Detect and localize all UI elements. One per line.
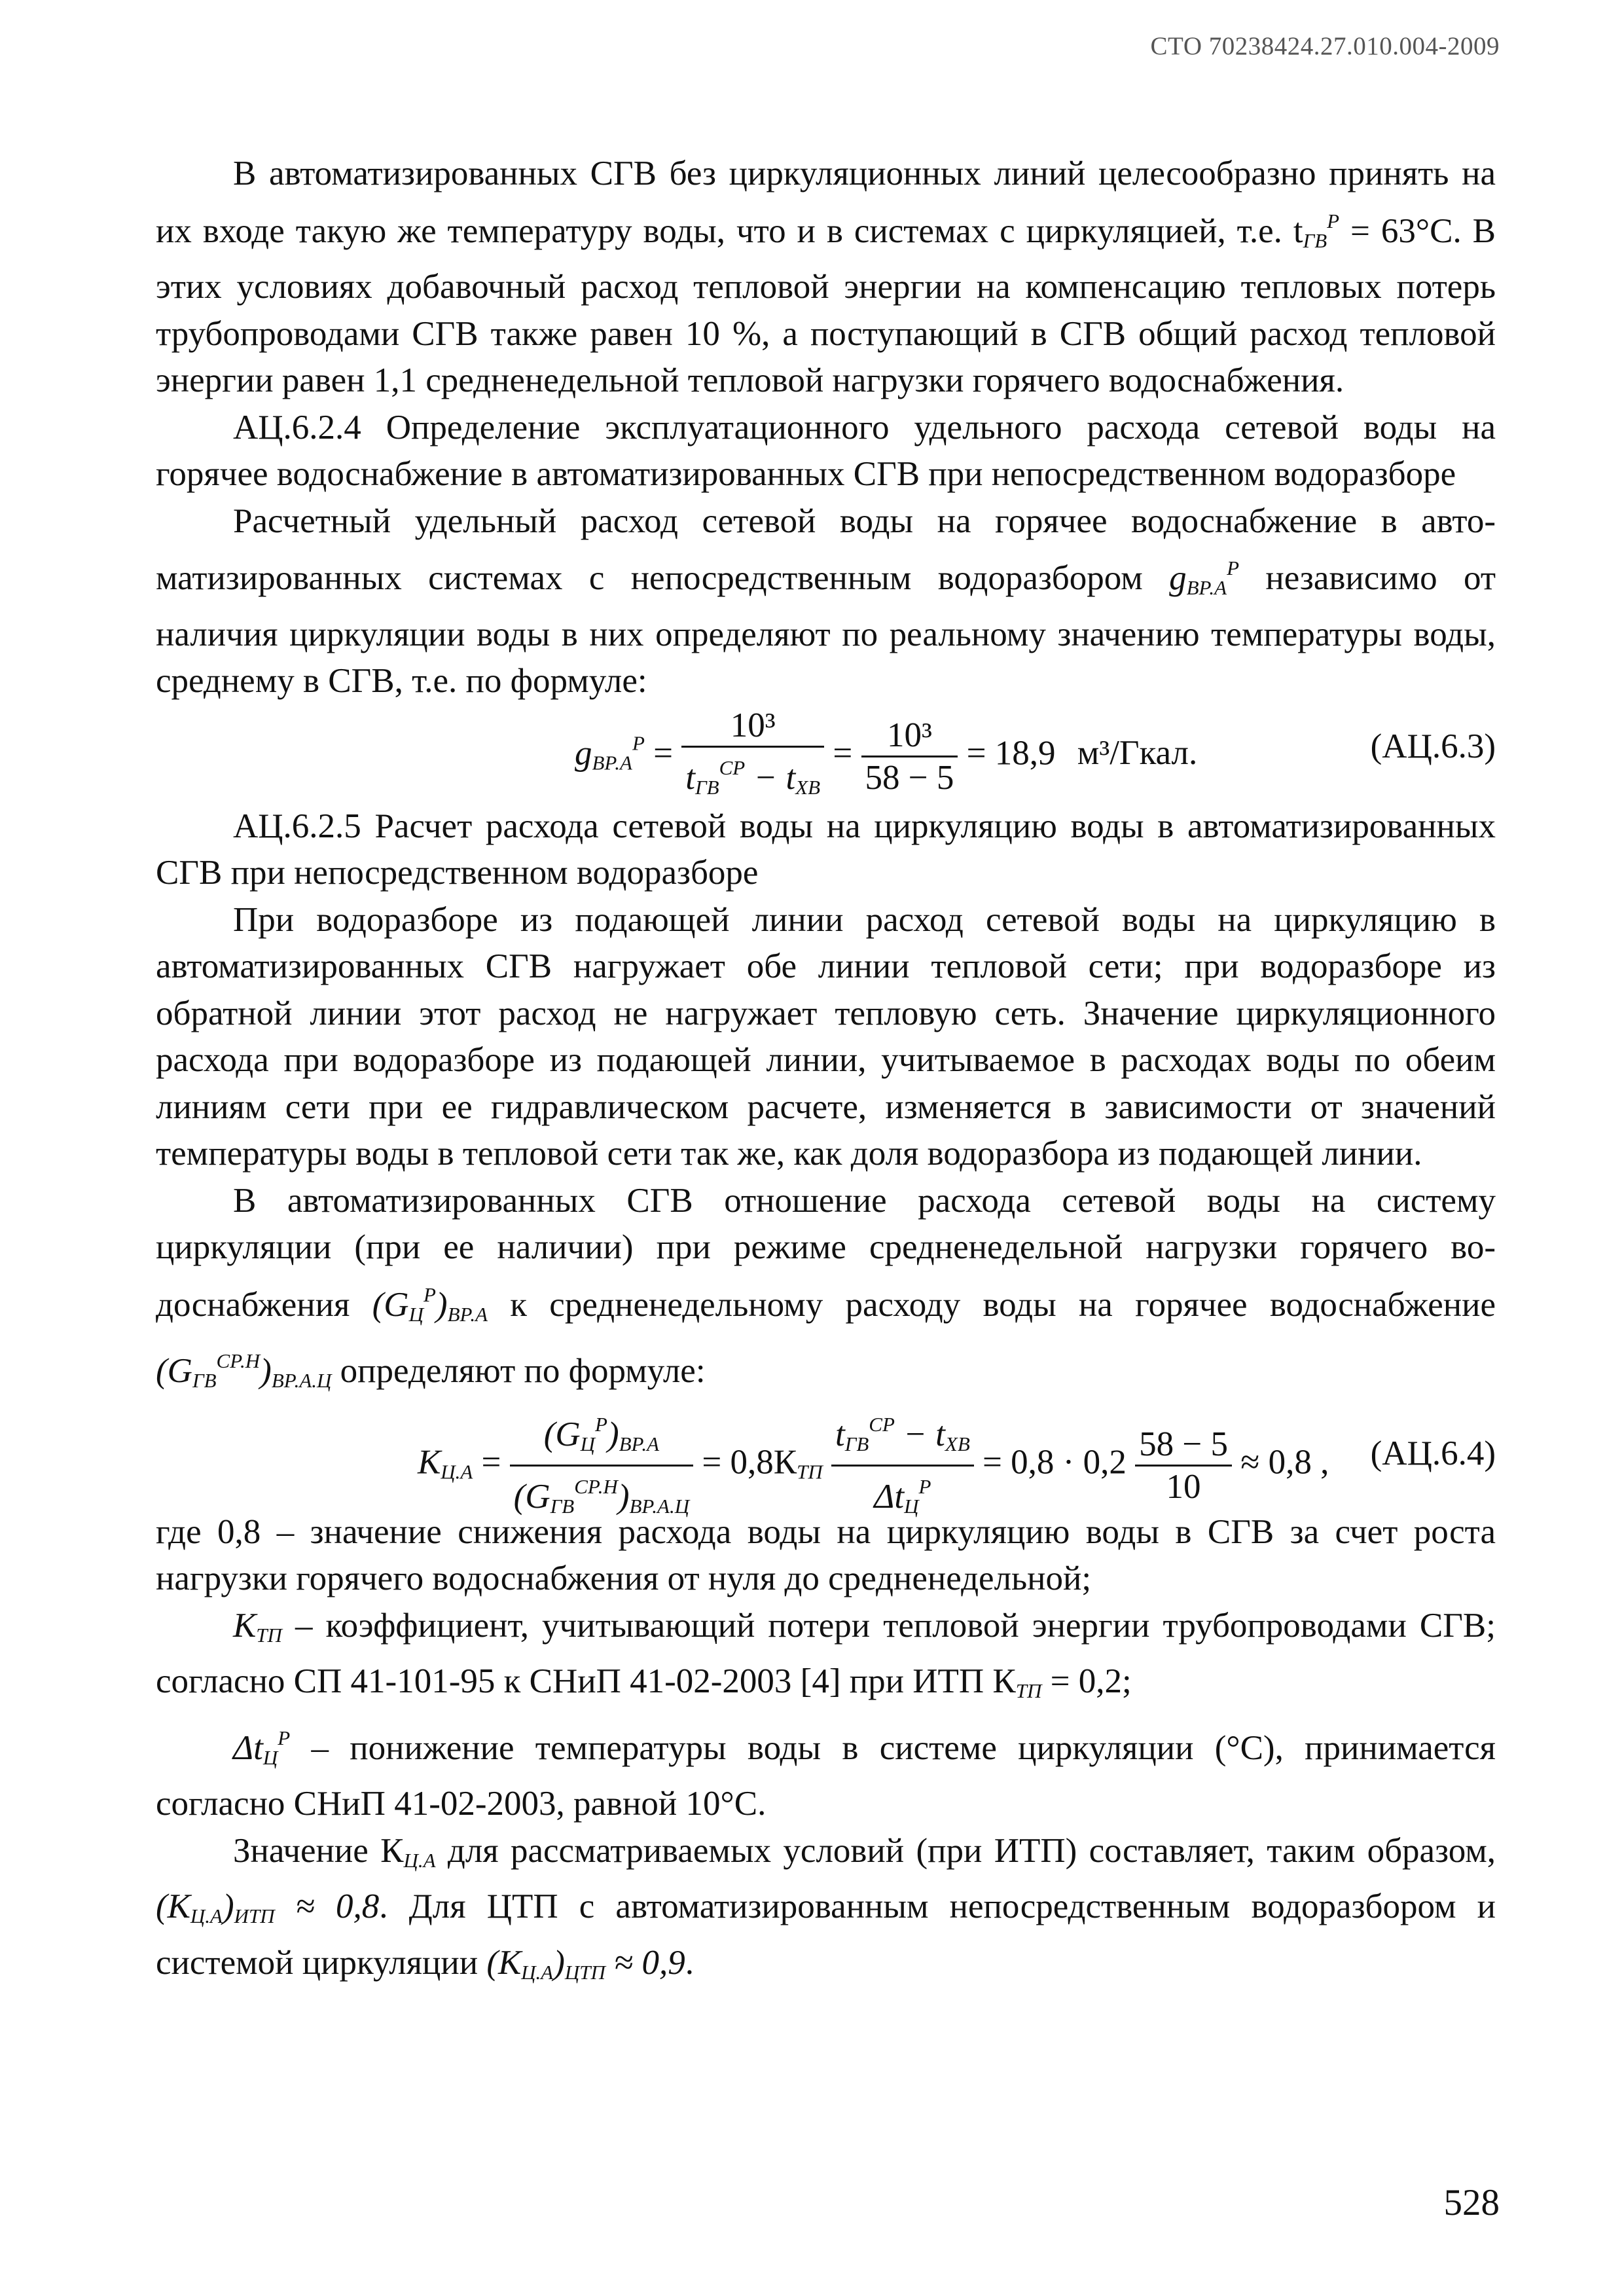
paragraph-6: В автоматизированных СГВ отношение расхода сетевой воды на систему циркуляции (при ее наличии) при режиме средненедельной нагрузки горячего водоснабжения $(G_Ц^Р)_{ВР.А}$ к средненедельному расходу воды на горячее водоснабжение $(G_{ГВ}^{СР.Н})_{ВР.А.Ц}$ определяют по формуле: <box>156 1181 1496 1392</box>
section-heading-6-2-4: АЦ.6.2.4 Определение эксплуатационного удельного расхода сетевой воды на горячее водоснабжение в автоматизированных СГВ при непосредственном водоразборе <box>156 408 1496 493</box>
fraction-numeric: $\frac{58 - 5}{10}$ <box>1135 1424 1232 1507</box>
page-number: 528 <box>1443 2182 1500 2223</box>
fraction-temperature: $\frac{t_{ГВ}^{СР} - t_{ХВ}}{\Delta t_Ц^Р}$ <box>831 1404 974 1527</box>
paragraph-3: Расчетный удельный расход сетевой воды на горячее водоснабжение в автоматизированных системах с непосредственным водоразбором $g_{ВР.А}^Р$ независимо от наличия циркуляции воды в них определяют по реальному значению температуры воды, среднему в СГВ, т.е. по формуле: <box>156 501 1496 700</box>
paragraph-ktp: $К_{ТП}$ – коэффициент, учитывающий потери тепловой энергии трубопроводами СГВ; согласно СП 41-101-95 к СНиП 41-02-2003 [4] при ИТП $К_{ТП} = 0,2$; <box>156 1606 1496 1702</box>
fraction-2: $\frac{\text{10³}}{58 - 5}$ <box>861 715 958 798</box>
section-heading-6-2-5: АЦ.6.2.5 Расчет расхода сетевой воды на циркуляцию воды в автоматизированных СГВ при непосредственном водоразборе <box>156 807 1496 892</box>
formula-ats-6-3: $g_{ВР.А}^Р$ = $\frac{\text{10³}}{t_{ГВ}^{СР} - t_{ХВ}}$ = $\frac{\text{10³}}{58 - 5}$ = 18,9 м³/Гкал. (АЦ.6.3) <box>156 705 1496 803</box>
paragraph-5: При водоразборе из подающей линии расход сетевой воды на циркуляцию в автоматизированных СГВ нагружает обе линии тепловой сети; при водоразборе из обратной линии этот расход не нагружает тепловую сеть. Значение циркуляционного расхода при водоразборе из подающей линии, учитываемое в расходах воды по обеим линиям сети при ее гидравлическом расчете, изменяется в зависимости от значений температуры воды в тепловой сети так же, как доля водоразбора из подающей линии. <box>156 900 1496 1173</box>
equation-number: (АЦ.6.3) <box>1370 727 1496 765</box>
paragraph-1: В автоматизированных СГВ без циркуляционных линий целесообразно принять на их входе такую же температуру воды, что и в системах с циркуляцией, т.е. $t_{ГВ}^Р = 63^\circ С$. В этих условиях добавочный расход тепловой энергии на компенсацию тепловых потерь трубопроводами СГВ также равен 10 %, а поступающий в СГВ общий расход тепловой энергии равен 1,1 средненедельной тепловой нагрузки горячего водоснабжения. <box>156 155 1496 399</box>
equation-number: (АЦ.6.4) <box>1370 1434 1496 1472</box>
document-code: СТО 70238424.27.010.004-2009 <box>1150 32 1500 60</box>
paragraph-where: где 0,8 – значение снижения расхода воды на циркуляцию воды в СГВ за счет роста нагрузки горячего водоснабжения от нуля до средненедельной; <box>156 1512 1496 1597</box>
fraction-ratio: $\frac{(G_Ц^Р)_{ВР.А}}{(G_{ГВ}^{СР.Н})_{ВР.А.Ц}}$ <box>510 1404 693 1527</box>
fraction-1: $\frac{\text{10³}}{t_{ГВ}^{СР} - t_{ХВ}}$ <box>681 705 824 808</box>
formula-ats-6-4: $К_{Ц.А}$ = $\frac{(G_Ц^Р)_{ВР.А}}{(G_{ГВ}^{СР.Н})_{ВР.А.Ц}}$ = $0,8К_{ТП}$ $\frac{t_{ГВ}^{СР} - t_{ХВ}}{\Delta t_Ц^Р}$ = 0,8 · 0,2 $\frac{58 - 5}{10}$ ≈ 0,8 , (АЦ.6.4) <box>156 1404 1496 1509</box>
paragraph-kca-value: Значение $К_{Ц.А}$ для рассматриваемых условий (при ИТП) составляет, таким образом, $(К_{Ц.А})_{ИТП} \approx 0,8$. Для ЦТП с автоматизированным непосредственным водоразбором и системой циркуляции $(К_{Ц.А})_{ЦТП} \approx 0,9$. <box>156 1831 1496 1984</box>
body-text <box>156 151 1496 1995</box>
paragraph-delta-t: $\Delta t_Ц^Р$ – понижение температуры воды в системе циркуляции (°С), принимается согласно СНиП 41-02-2003, равной 10°С. <box>156 1726 1496 1823</box>
